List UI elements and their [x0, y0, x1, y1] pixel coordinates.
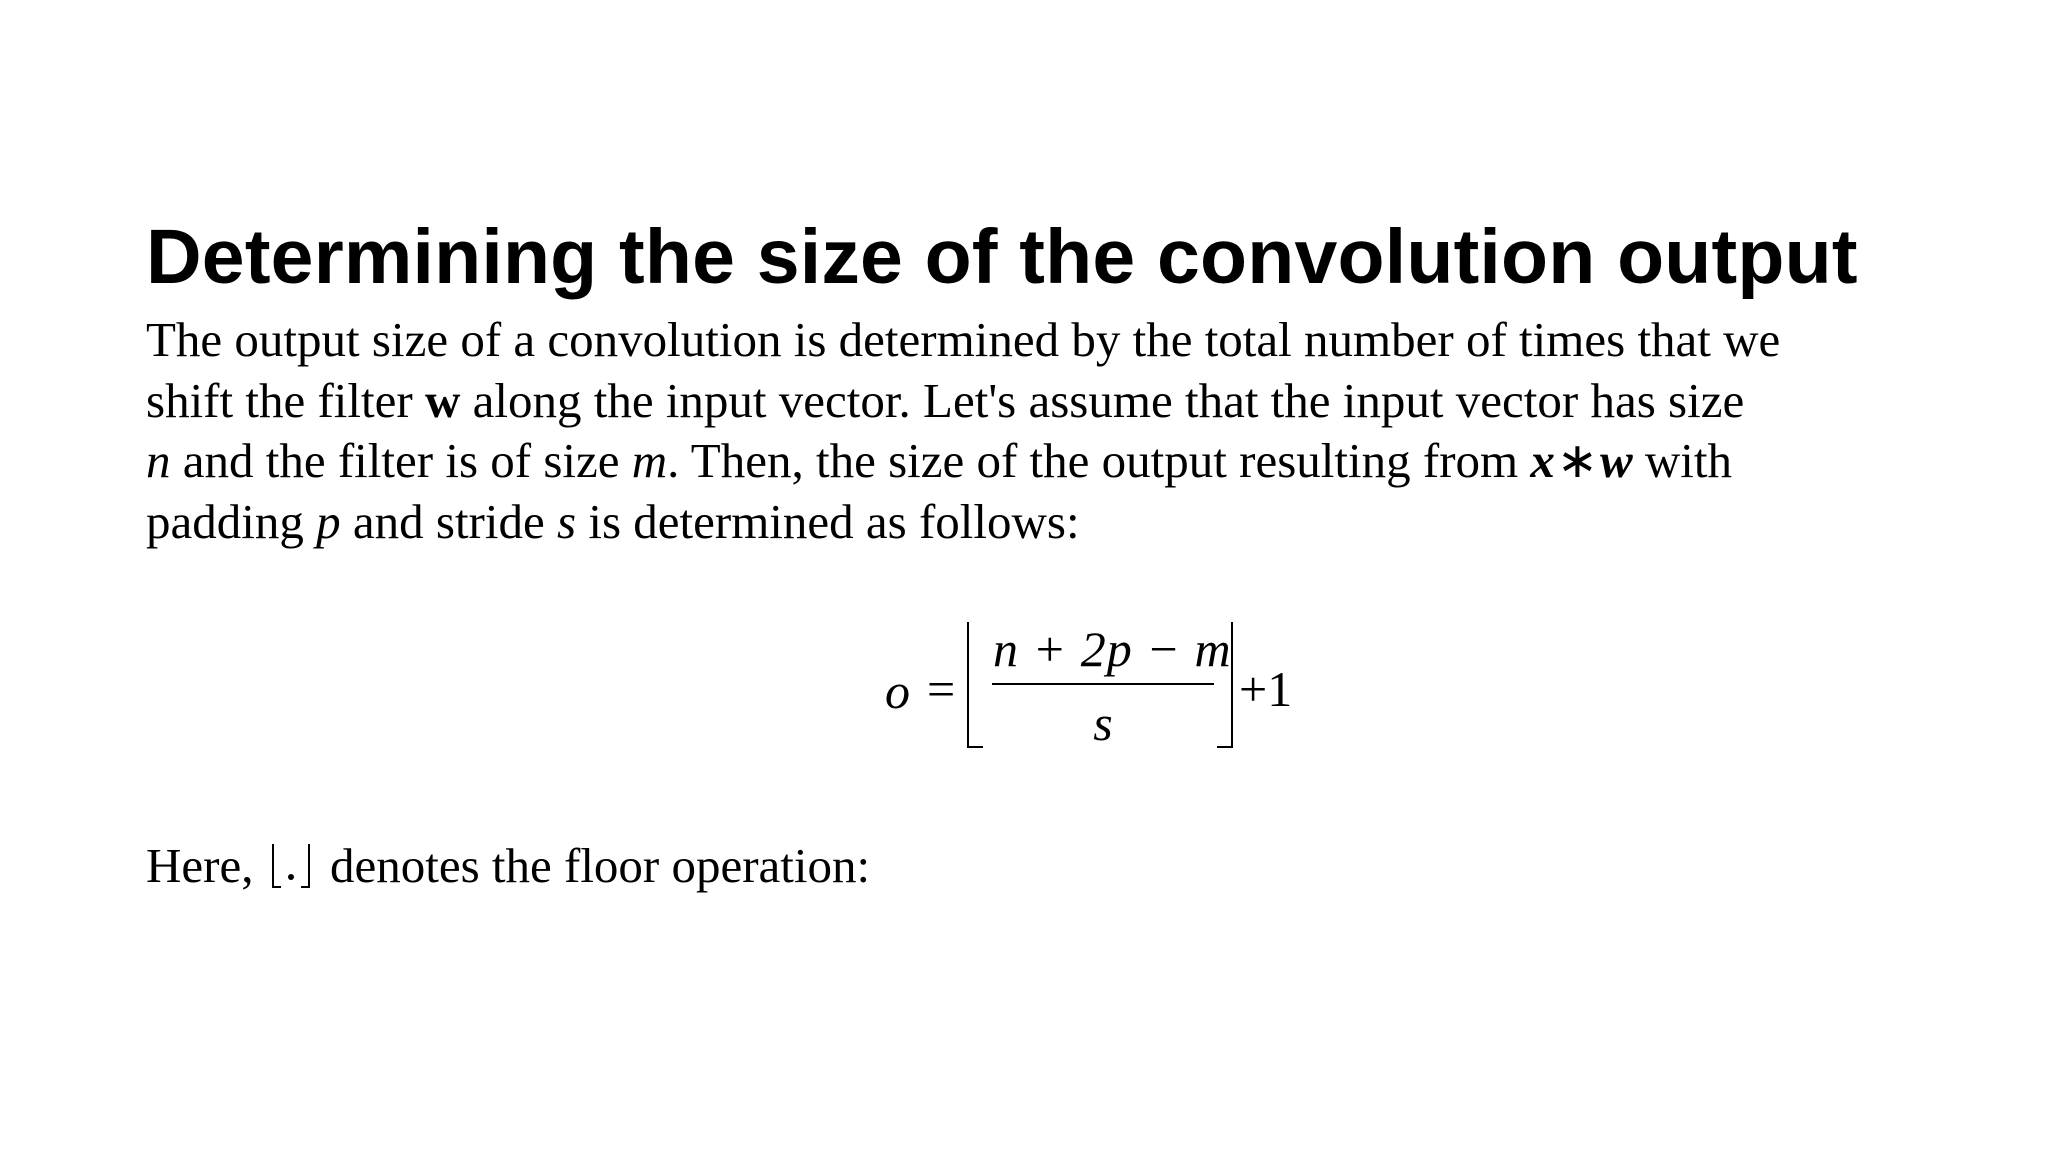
paragraph-text: padding: [146, 493, 317, 549]
floor-symbol-icon: [270, 844, 312, 892]
floor-bracket-right: [1217, 622, 1233, 748]
footer-text-before: Here,: [146, 838, 266, 893]
input-size-symbol: n: [146, 433, 171, 488]
formula-plus-one: +1: [1239, 661, 1293, 717]
paragraph-line-1: [146, 310, 2026, 371]
paragraph-text: with: [1632, 433, 1732, 488]
formula-numerator: n + 2p − m: [993, 621, 1232, 677]
paragraph-text: shift the filter: [146, 372, 425, 428]
paragraph-line-2: [146, 371, 2026, 432]
slide-title: Determining the size of the convolution output: [146, 214, 1858, 300]
paragraph-line-3: [146, 431, 2026, 492]
filter-symbol: w: [1599, 433, 1633, 488]
output-size-formula: [885, 620, 1325, 760]
paragraph-text: . Then, the size of the output resulting from: [667, 433, 1531, 488]
paragraph-text: and stride: [340, 493, 557, 549]
fraction-bar: [992, 683, 1214, 685]
paragraph-text: and the filter is of size: [170, 433, 632, 488]
filter-size-symbol: m: [631, 433, 668, 488]
paragraph-text: along the input vector. Let's assume that the input vector has size: [460, 372, 1745, 428]
input-vector-symbol: x: [1530, 433, 1555, 488]
filter-symbol: w: [424, 372, 461, 428]
formula-denominator: s: [1093, 695, 1113, 751]
paragraph-text: The output size of a convolution is determined by the total number of times that we: [146, 312, 1781, 367]
floor-explanation: [146, 836, 870, 896]
floor-bracket-left: [967, 622, 983, 748]
formula-equals: =: [927, 661, 956, 717]
padding-symbol: p: [316, 493, 341, 549]
footer-text-after: denotes the floor operation:: [317, 838, 871, 893]
convolution-operator: ∗: [1556, 433, 1598, 488]
body-paragraph: [146, 310, 2026, 552]
stride-symbol: s: [557, 493, 577, 549]
formula-output-symbol: o: [885, 663, 910, 719]
paragraph-text: is determined as follows:: [576, 493, 1080, 549]
paragraph-line-4: [146, 492, 2026, 553]
